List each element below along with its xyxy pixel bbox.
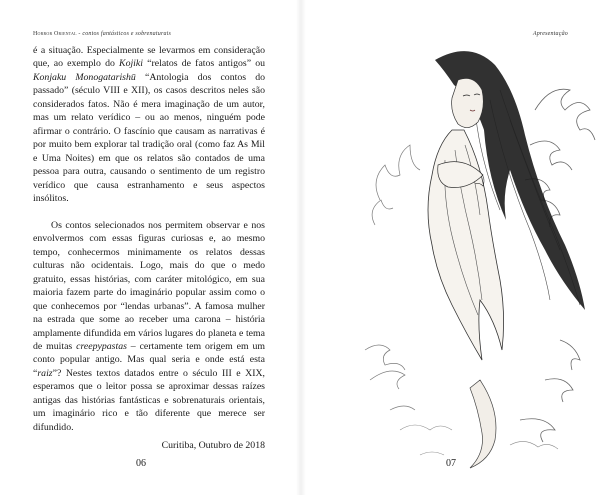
header-series: Horror Oriental	[33, 31, 77, 37]
right-running-header: Apresentação	[532, 31, 568, 37]
p1-kojiki: Kojiki	[119, 58, 143, 70]
p2-raiz: raiz	[37, 367, 53, 379]
p2-text-c: ”? Nestes textos datados entre o século III e XIX, esperamos que o leitor possa se aproximar dessas raízes antigas das histórias fantásticas e sobrenaturais orientais, um imaginário rico e tão diferente que merece ser difundido.	[33, 367, 265, 433]
paragraph-2	[33, 219, 265, 434]
right-page-number: 07	[446, 458, 456, 469]
signature-line: Curitiba, Outubro de 2018	[161, 440, 265, 451]
p1-text-c: “Antologia dos contos do passado” (século VIII e XII), os casos descritos neles são considerados fatos. Não é mera imaginação de um autor, mas um relato verídico – ou ao menos, ninguém pode afirmar o contrário. O fascínio que causam as narrativas é por muito bem explorar tal tradição oral (como faz As Mil e Uma Noites) em que os relatos são contados de uma pessoa para outra, causando o sentimento de um registro verídico que causa estranhamento e seus aspectos insólitos.	[33, 71, 265, 204]
p1-text-a: é a situação. Especialmente se levarmos em consideração que, ao exemplo do	[33, 45, 265, 70]
paragraph-1	[33, 44, 265, 205]
left-running-header	[33, 31, 171, 37]
p1-konjaku: Konjaku Monogatarishū	[33, 71, 136, 83]
p2-creepypastas: creepypastas	[76, 340, 127, 352]
p1-text-b: “relatos de fatos antigos” ou	[142, 58, 265, 70]
right-page	[300, 0, 600, 495]
body-text	[33, 44, 265, 434]
left-page-number: 06	[136, 458, 146, 469]
header-separator: -	[76, 31, 83, 37]
ghost-woman-illustration-icon	[360, 50, 600, 470]
p2-text-b: – certamente tem origem em um conto popular antigo. Mas qual seria e onde está esta “	[33, 340, 265, 379]
header-subtitle: contos fantásticos e sobrenaturais	[82, 31, 172, 37]
p2-text-a: Os contos selecionados nos permitem observar e nos envolvermos com essas figuras curiosas e, ao mesmo tempo, conhecermos minimamente os relatos dessas culturas não ocidentais. Logo, mais do que o medo gratuito, essas histórias, com caráter mitológico, em sua maioria fazem parte do imaginário popular assim como o que conhecemos por “lendas urbanas”. A famosa mulher na estrada que some ao receber uma carona – história amplamente difundida em vários lugares do planeta e tema de muitas	[33, 219, 265, 352]
